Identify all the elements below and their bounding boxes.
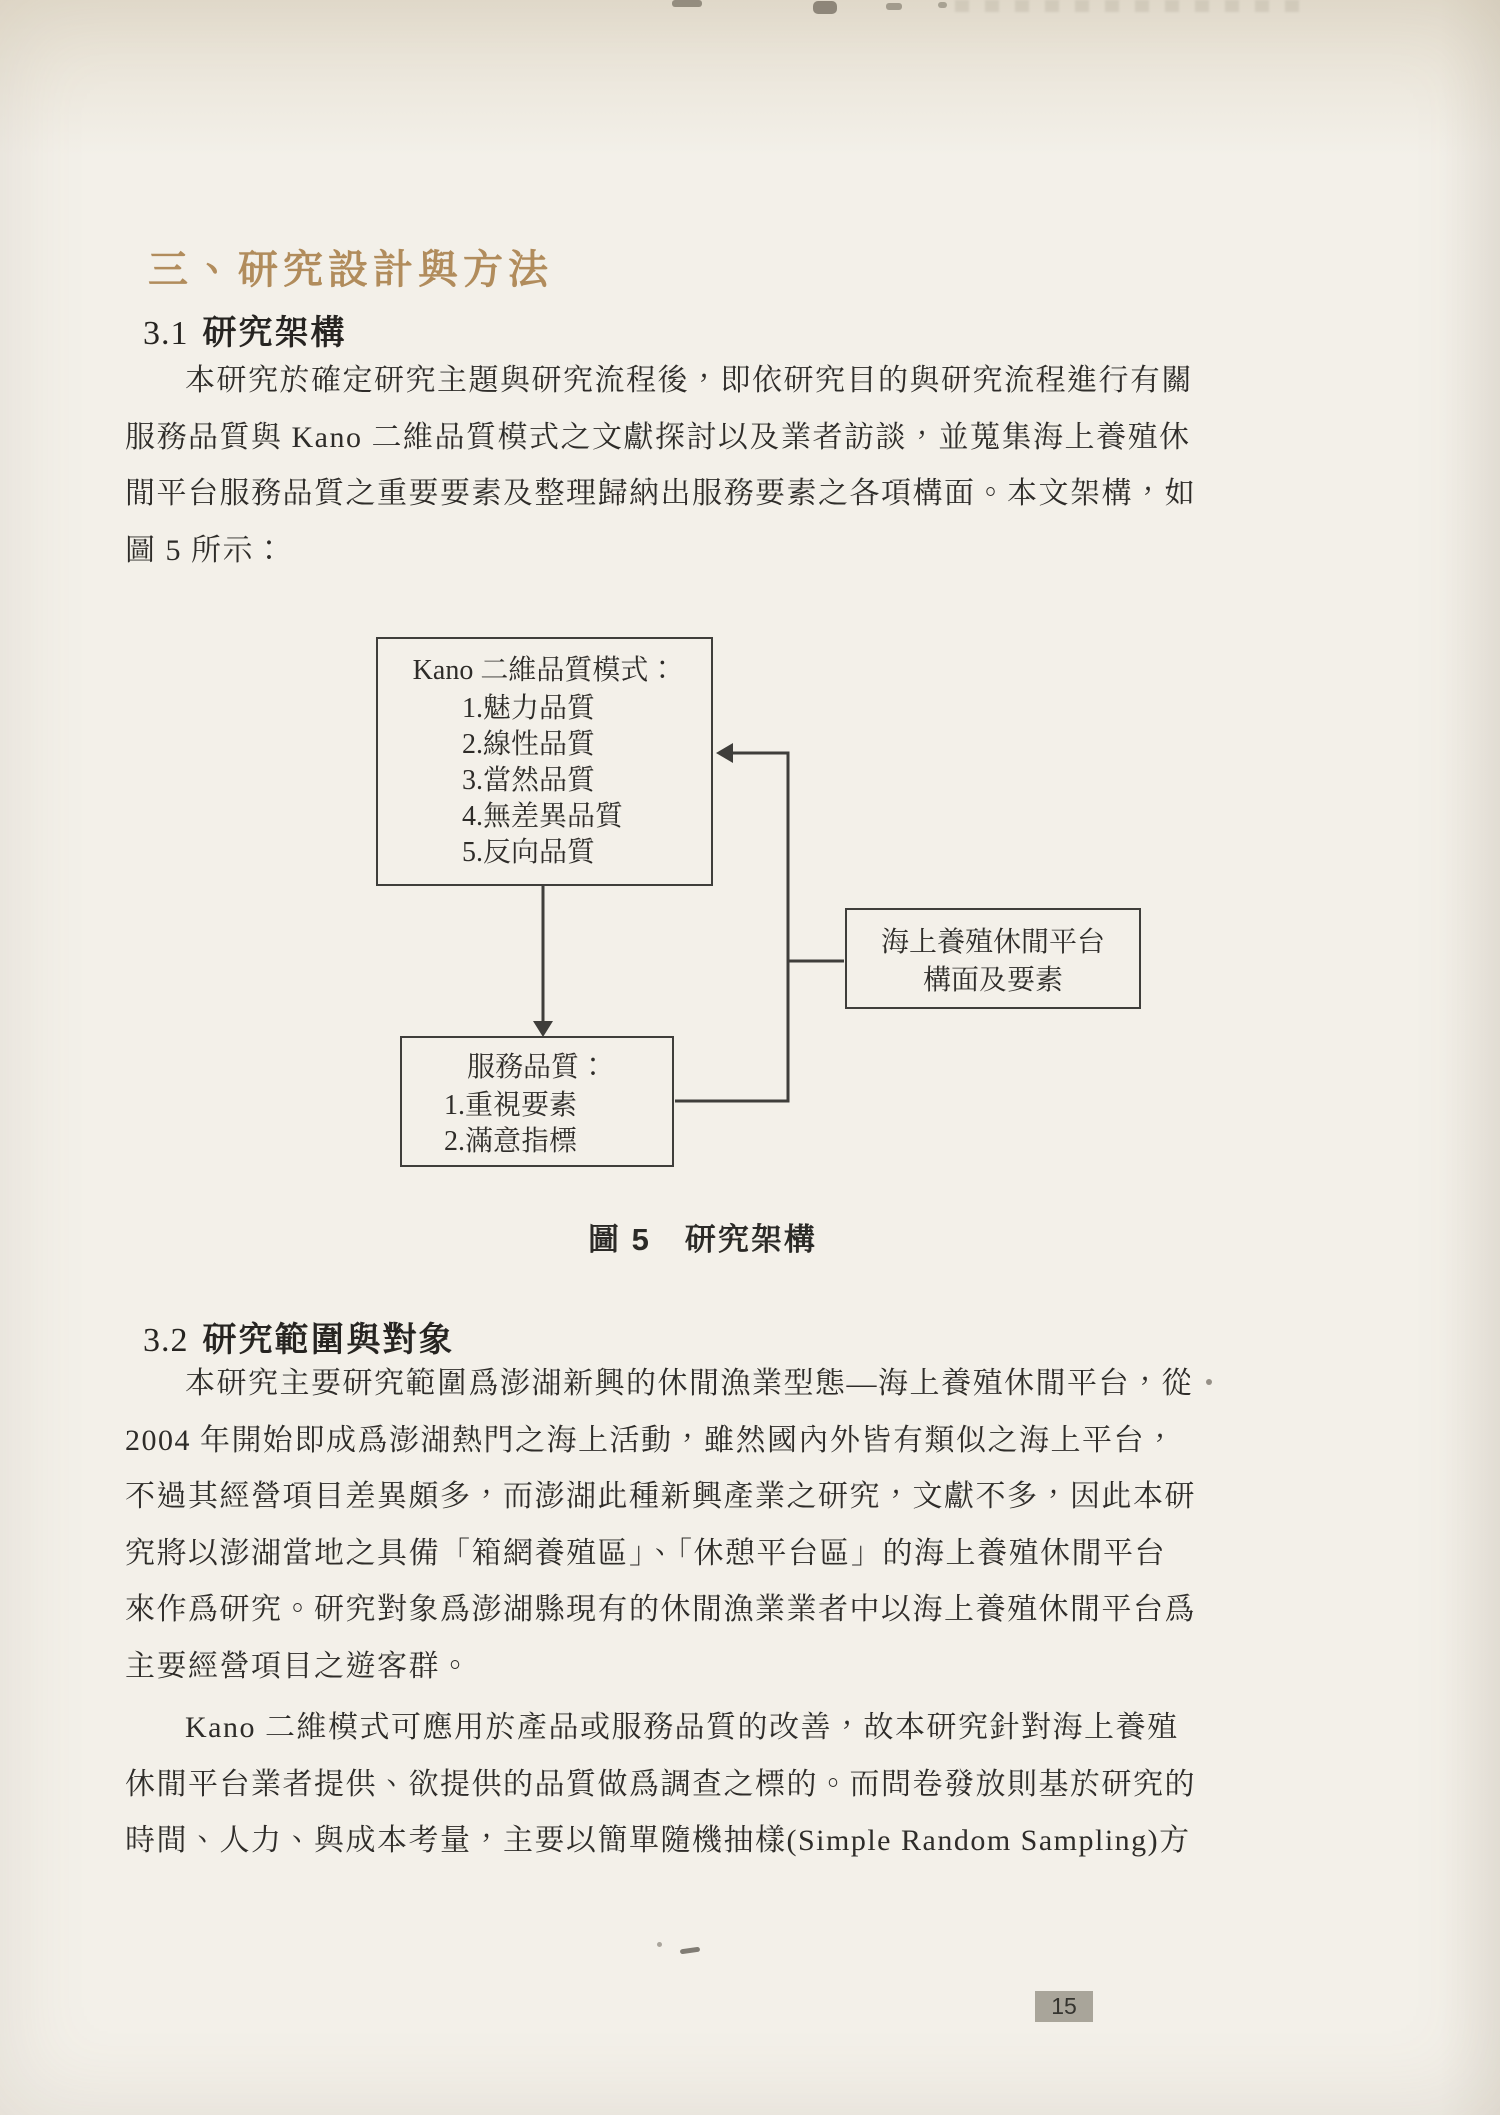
paragraph-line: 究將以澎湖當地之具備「箱網養殖區」、「休憩平台區」的海上養殖休閒平台 <box>125 1536 1166 1570</box>
box-title: Kano 二維品質模式： <box>412 655 677 686</box>
scan-dash-artifact <box>680 1947 701 1955</box>
scan-smudge <box>672 0 702 7</box>
paragraph-line: 休閒平台業者提供、欲提供的品質做爲調查之標的。而問卷發放則基於研究的 <box>125 1767 1196 1801</box>
paragraph-line: 本研究於確定研究主題與研究流程後，即依研究目的與研究流程進行有關 <box>185 364 1193 397</box>
subsection-3-1-heading <box>143 305 347 354</box>
paragraph-line: 時間、人力、與成本考量，主要以簡單隨機抽樣(Simple Random Sampling)方 <box>125 1824 1191 1857</box>
figure-label: 圖 5 <box>588 1222 651 1257</box>
subsection-number: 3.2 <box>143 1322 189 1359</box>
box-list-item: 4.無差異品質 <box>462 801 624 832</box>
paragraph-line: 閒平台服務品質之重要要素及整理歸納出服務要素之各項構面。本文架構，如 <box>125 477 1196 510</box>
figure-title: 研究架構 <box>684 1222 817 1257</box>
paragraph-line: 2004 年開始即成爲澎湖熱門之海上活動，雖然國內外皆有類似之海上平台， <box>125 1423 1177 1457</box>
subsection-number: 3.1 <box>143 315 189 352</box>
paragraph-line: 本研究主要研究範圍爲澎湖新興的休閒漁業型態—海上養殖休閒平台，從 <box>185 1367 1193 1400</box>
box-line: 構面及要素 <box>922 965 1063 996</box>
page-number-badge: 15 <box>1035 1991 1093 2022</box>
box-list-item: 1.重視要素 <box>444 1090 578 1121</box>
box-line: 海上養殖休閒平台 <box>880 927 1105 958</box>
paragraph-line: 來作爲研究。研究對象爲澎湖縣現有的休閒漁業業者中以海上養殖休閒平台爲 <box>125 1593 1196 1626</box>
box-list-item: 1.魅力品質 <box>462 693 596 724</box>
scan-smudge <box>938 2 947 8</box>
box-list-item: 2.滿意指標 <box>444 1126 578 1157</box>
flowchart-box-marine-platform <box>845 908 1141 1009</box>
scan-smudge <box>813 1 837 14</box>
paragraph-kano-application <box>125 1700 1195 1870</box>
scan-smudge <box>886 3 902 10</box>
box-title: 服務品質： <box>466 1052 607 1083</box>
flowchart-box-kano-model <box>376 637 713 886</box>
box-list-item: 3.當然品質 <box>462 765 596 796</box>
box-list-item: 5.反向品質 <box>462 837 596 868</box>
arrowhead-left-icon <box>716 743 733 763</box>
paragraph-line: 主要經營項目之遊客群。 <box>125 1649 472 1683</box>
paragraph-research-scope <box>125 1356 1195 1695</box>
box-list-item: 2.線性品質 <box>462 729 596 760</box>
scan-dot-artifact <box>657 1942 662 1947</box>
paragraph-research-framework <box>125 353 1195 579</box>
bleed-through-text-artifact <box>955 0 1315 12</box>
paragraph-line: Kano 二維模式可應用於產品或服務品質的改善，故本研究針對海上養殖 <box>185 1711 1179 1744</box>
figure-caption <box>588 1214 817 1259</box>
paragraph-line: 圖 5 所示： <box>125 533 286 567</box>
paragraph-line: 服務品質與 Kano 二維品質模式之文獻探討以及業者訪談，並蒐集海上養殖休 <box>125 420 1191 454</box>
paragraph-line: 不過其經營項目差異頗多，而澎湖此種新興產業之研究，文獻不多，因此本研 <box>125 1480 1196 1513</box>
section-heading: 三、研究設計與方法 <box>148 248 553 292</box>
scan-dot-artifact <box>1206 1379 1212 1385</box>
arrowhead-down-icon <box>533 1021 553 1037</box>
subsection-3-2-heading <box>143 1312 455 1361</box>
subsection-title: 研究範圍與對象 <box>202 1321 455 1359</box>
subsection-title: 研究架構 <box>202 314 347 352</box>
flowchart-box-service-quality <box>400 1036 674 1167</box>
